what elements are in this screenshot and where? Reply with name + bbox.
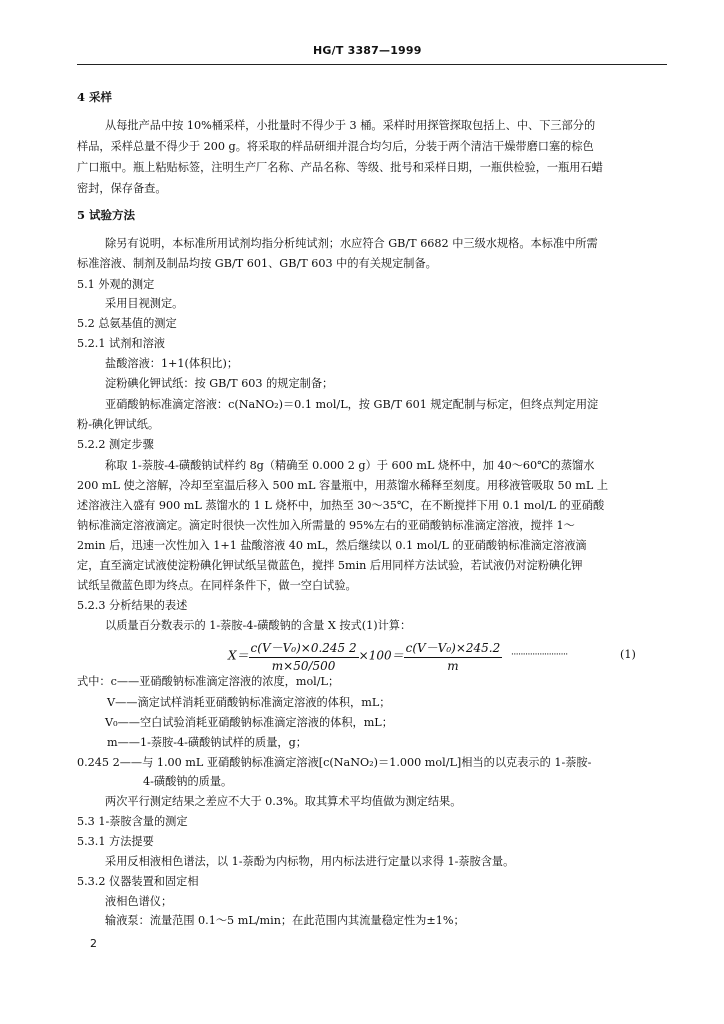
- section-5-intro-2: 标准溶液、制剂及制品均按 GB/T 601、GB/T 603 中的有关规定制备。: [77, 257, 437, 270]
- section-5-2-1-title: 5.2.1 试剂和溶液: [77, 337, 165, 350]
- section-5-3-1-title: 5.3.1 方法提要: [77, 835, 154, 848]
- reagent-item-1: 盐酸溶液：1+1(体积比)；: [105, 357, 239, 370]
- tolerance-text: 两次平行测定结果之差应不大于 0.3%。取其算术平均值做为测定结果。: [105, 795, 462, 808]
- formula-middle: ×100＝: [358, 648, 404, 663]
- header-rule: [77, 64, 667, 65]
- procedure-line-3: 述溶液注入盛有 900 mL 蒸馏水的 1 L 烧杯中，加热至 30～35℃，在不断搅拌下用 0.1 mol/L 的亚硝酸: [77, 499, 605, 512]
- formula-fraction-1: [249, 639, 359, 673]
- section-5-2-2-title: 5.2.2 测定步骤: [77, 438, 154, 451]
- formula-denominator-2: m: [447, 659, 459, 673]
- instrument-item-1: 液相色谱仪；: [105, 895, 173, 908]
- where-v: V——滴定试样消耗亚硝酸钠标准滴定溶液的体积，mL；: [107, 696, 391, 709]
- section-5-3-2-title: 5.3.2 仪器装置和固定相: [77, 875, 199, 888]
- formula-leader-dots: ························: [511, 650, 568, 660]
- section-4-line-4: 密封，保存备查。: [77, 182, 167, 195]
- where-m: m——1-萘胺-4-磺酸钠试样的质量，g；: [107, 736, 307, 749]
- section-5-2-title: 5.2 总氨基值的测定: [77, 317, 177, 330]
- section-5-2-3-title: 5.2.3 分析结果的表述: [77, 599, 188, 612]
- section-4-line-1: 从每批产品中按 10%桶采样，小批量时不得少于 3 桶。采样时用探管探取包括上、中、下三部分的: [105, 119, 596, 132]
- procedure-line-1: 称取 1-萘胺-4-磺酸钠试样约 8g（精确至 0.000 2 g）于 600 mL 烧杯中，加 40～60℃的蒸馏水: [105, 459, 595, 472]
- formula-denominator-1: m×50/500: [271, 659, 336, 673]
- result-intro: 以质量百分数表示的 1-萘胺-4-磺酸钠的含量 X 按式(1)计算：: [105, 619, 412, 632]
- formula-lhs: X＝: [228, 648, 249, 663]
- where-v0: V₀——空白试验消耗亚硝酸钠标准滴定溶液的体积，mL；: [105, 716, 393, 729]
- where-c: 式中：c——亚硝酸钠标准滴定溶液的浓度，mol/L；: [77, 675, 340, 688]
- formula-number: (1): [620, 648, 636, 661]
- formula-fraction-2: [404, 639, 503, 673]
- procedure-line-2: 200 mL 使之溶解，冷却至室温后移入 500 mL 容量瓶中，用蒸馏水稀释至刻度。用移液管吸取 50 mL 上: [77, 479, 609, 492]
- section-5-3-1-text: 采用反相液相色谱法，以 1-萘酚为内标物，用内标法进行定量以求得 1-萘胺含量。: [105, 855, 515, 868]
- procedure-line-6: 定，直至滴定试液使淀粉碘化钾试纸呈微蓝色，搅拌 5min 后用同样方法试验，若试液仍对淀粉碘化钾: [77, 559, 583, 572]
- section-5-1-text: 采用目视测定。: [105, 297, 184, 310]
- procedure-line-7: 试纸呈微蓝色即为终点。在同样条件下，做一空白试验。: [77, 579, 357, 592]
- section-5-1-title: 5.1 外观的测定: [77, 278, 155, 291]
- reagent-item-3-cont: 粉-碘化钾试纸。: [77, 418, 160, 431]
- procedure-line-5: 2min 后，迅速一次性加入 1+1 盐酸溶液 40 mL，然后继续以 0.1 mol/L 的亚硝酸钠标准滴定溶液滴: [77, 539, 587, 552]
- page-number: 2: [90, 937, 97, 950]
- standard-number-header: HG/T 3387—1999: [313, 44, 422, 57]
- section-4-line-3: 广口瓶中。瓶上粘贴标签，注明生产厂名称、产品名称、等级、批号和采样日期，一瓶供检验，一瓶用石蜡: [77, 161, 603, 174]
- where-constant: 0.245 2——与 1.00 mL 亚硝酸钠标准滴定溶液[c(NaNO₂)＝1.000 mol/L]相当的以克表示的 1-萘胺-: [77, 756, 592, 769]
- procedure-line-4: 钠标准滴定溶液滴定。滴定时很快一次性加入所需量的 95%左右的亚硝酸钠标准滴定溶液，搅拌 1～: [77, 519, 575, 532]
- section-5-title: 5 试验方法: [77, 208, 136, 222]
- formula-1: [228, 639, 502, 673]
- formula-numerator-1: c(V－V₀)×0.245 2: [249, 639, 359, 658]
- reagent-item-2: 淀粉碘化钾试纸：按 GB/T 603 的规定制备；: [105, 377, 334, 390]
- instrument-item-2: 输液泵：流量范围 0.1～5 mL/min；在此范围内其流量稳定性为±1%；: [105, 914, 465, 927]
- section-4-title: 4 采样: [77, 90, 113, 104]
- reagent-item-3: 亚硝酸钠标准滴定溶液：c(NaNO₂)＝0.1 mol/L，按 GB/T 601 规定配制与标定，但终点判定用淀: [105, 398, 599, 411]
- section-5-3-title: 5.3 1-萘胺含量的测定: [77, 815, 188, 828]
- section-5-intro-1: 除另有说明，本标准所用试剂均指分析纯试剂；水应符合 GB/T 6682 中三级水规格。本标准中所需: [105, 237, 598, 250]
- section-4-line-2: 样品，采样总量不得少于 200 g。将采取的样品研细并混合均匀后，分装于两个清洁干燥带磨口塞的棕色: [77, 140, 594, 153]
- formula-numerator-2: c(V－V₀)×245.2: [404, 639, 503, 658]
- where-constant-cont: 4-磺酸钠的质量。: [143, 775, 233, 788]
